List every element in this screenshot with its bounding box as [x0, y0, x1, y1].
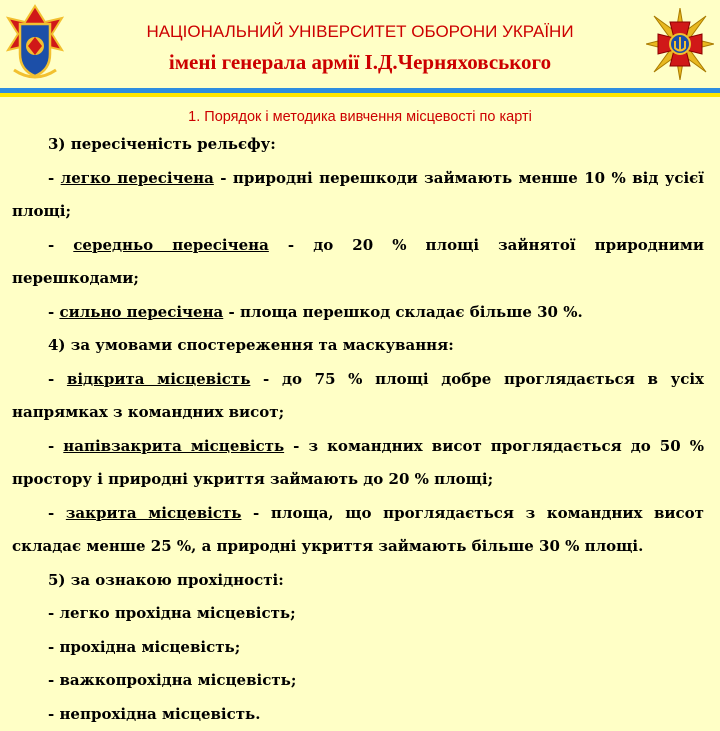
section-heading-passability: 5) за ознакою прохідності:: [12, 564, 704, 598]
term-moderately-rugged: середньо пересічена: [73, 236, 269, 254]
list-item: - прохідна місцевість;: [12, 631, 704, 665]
term-description: - природні перешкоди займають менше 10 % від усієї площі;: [12, 169, 704, 221]
term-semi-closed-terrain: напівзакрита місцевість: [63, 437, 284, 455]
slide-content: [12, 128, 704, 731]
university-title: НАЦІОНАЛЬНИЙ УНІВЕРСИТЕТ ОБОРОНИ УКРАЇНИ: [0, 22, 720, 42]
list-item: - відкрита місцевість - до 75 % площі добре проглядається в усіх напрямках з командних висот;: [12, 363, 704, 430]
term-description: - з командних висот проглядається до 50 % простору і природні укриття займають до 20 % площі;: [12, 437, 704, 489]
list-item: - закрита місцевість - площа, що проглядається з командних висот складає менше 25 %, а природні укриття займають більше 30 % площі.: [12, 497, 704, 564]
list-item: - важкопрохідна місцевість;: [12, 664, 704, 698]
term-description: - площа, що проглядається з командних висот складає менше 25 %, а природні укриття займають більше 30 % площі.: [12, 504, 704, 556]
armed-forces-cross-emblem-icon: [646, 8, 714, 80]
list-item: - легко пересічена - природні перешкоди займають менше 10 % від усієї площі;: [12, 162, 704, 229]
header-bar: [0, 0, 720, 88]
term-description: - до 20 % площі зайнятої природними перешкодами;: [12, 236, 704, 288]
university-subtitle: імені генерала армії І.Д.Черняховського: [0, 50, 720, 75]
list-item: - легко прохідна місцевість;: [12, 597, 704, 631]
term-lightly-rugged: легко пересічена: [61, 169, 214, 187]
term-closed-terrain: закрита місцевість: [66, 504, 242, 522]
section-heading-relief: 3) пересіченість рельєфу:: [12, 128, 704, 162]
list-item: - напівзакрита місцевість - з командних висот проглядається до 50 % простору і природні укриття займають до 20 % площі;: [12, 430, 704, 497]
header-divider-yellow: [0, 93, 720, 97]
slide-title: 1. Порядок і методика вивчення місцевості по карті: [0, 109, 720, 125]
list-item: - непрохідна місцевість.: [12, 698, 704, 731]
term-open-terrain: відкрита місцевість: [67, 370, 250, 388]
list-item: - сильно пересічена - площа перешкод складає більше 30 %.: [12, 296, 704, 330]
term-description: - до 75 % площі добре проглядається в усіх напрямках з командних висот;: [12, 370, 704, 422]
term-heavily-rugged: сильно пересічена: [59, 303, 223, 321]
list-item: - середньо пересічена - до 20 % площі зайнятої природними перешкодами;: [12, 229, 704, 296]
section-heading-observation: 4) за умовами спостереження та маскування:: [12, 329, 704, 363]
term-description: - площа перешкод складає більше 30 %.: [223, 303, 582, 321]
